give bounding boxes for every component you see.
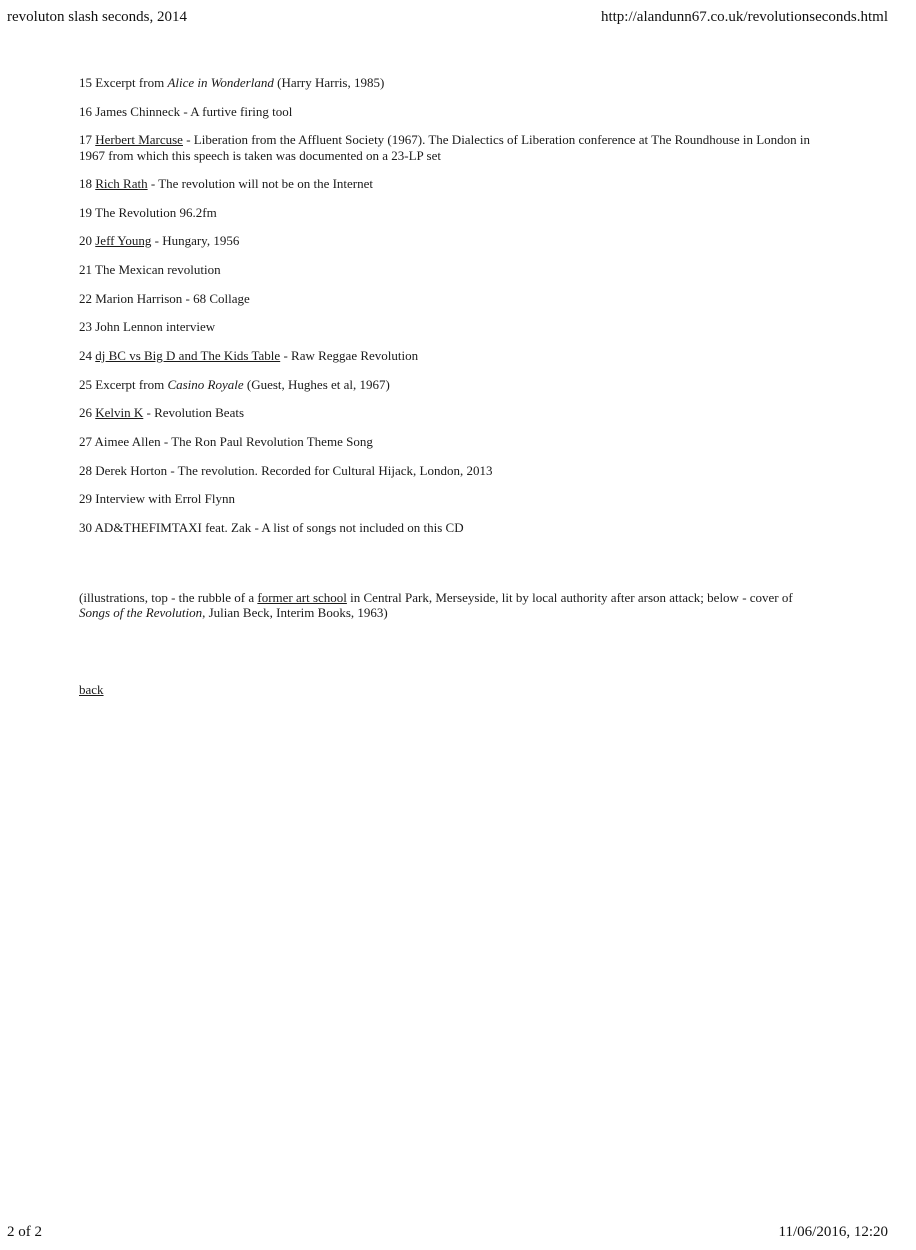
track-text: Excerpt from <box>95 376 168 392</box>
artist-link-dj-bc[interactable]: dj BC vs Big D and The Kids Table <box>95 348 281 363</box>
track-title-italic: Casino Royale <box>167 376 244 392</box>
track-number: 15 <box>79 75 92 90</box>
artist-link-herbert-marcuse[interactable]: Herbert Marcuse <box>95 132 183 148</box>
track-text: Aimee Allen - The Ron Paul Revolution Theme Song <box>94 434 373 450</box>
list-item <box>79 75 821 91</box>
track-text: Interview with Errol Flynn <box>95 491 235 507</box>
track-number: 26 <box>79 405 92 421</box>
track-number: 18 <box>79 175 92 191</box>
track-text: - Hungary, 1956 <box>151 233 240 249</box>
list-item <box>79 348 821 364</box>
track-text: - Revolution Beats <box>143 405 245 421</box>
track-number: 23 <box>79 319 92 335</box>
list-item <box>79 262 821 278</box>
track-number: 24 <box>79 348 92 363</box>
track-text: Marion Harrison - 68 Collage <box>95 290 250 306</box>
track-number: 20 <box>79 233 92 249</box>
caption-text: (illustrations, top - the rubble of a <box>79 589 258 605</box>
track-list-content <box>79 75 821 697</box>
track-text: - The revolution will not be on the Internet <box>147 175 374 191</box>
track-text: The Mexican revolution <box>95 261 221 277</box>
list-item <box>79 463 821 479</box>
track-number: 27 <box>79 434 92 450</box>
list-item <box>79 233 821 249</box>
list-item <box>79 176 821 192</box>
list-item <box>79 205 821 221</box>
list-item <box>79 319 821 335</box>
list-item <box>79 132 821 163</box>
caption-text: in Central Park, Merseyside, lit by local authority after arson attack; below - cover of <box>346 589 793 605</box>
artist-link-kelvin-k[interactable]: Kelvin K <box>95 405 144 421</box>
back-row <box>79 682 821 698</box>
track-text: - Raw Reggae Revolution <box>280 348 419 363</box>
list-item <box>79 434 821 450</box>
track-number: 22 <box>79 290 92 306</box>
former-art-school-link[interactable]: former art school <box>257 589 347 605</box>
track-text: The Revolution 96.2fm <box>95 204 217 220</box>
list-item <box>79 291 821 307</box>
track-number: 29 <box>79 491 92 507</box>
back-link[interactable]: back <box>79 681 104 697</box>
track-number: 17 <box>79 132 92 148</box>
page-count: 2 of 2 <box>7 1224 42 1240</box>
track-number: 19 <box>79 204 92 220</box>
print-header-title: revoluton slash seconds, 2014 <box>7 9 187 25</box>
book-title-italic: Songs of the Revolution <box>79 605 203 621</box>
track-text: - Liberation from the Affluent Society (1967). The Dialectics of Liberation conference at The Roundhouse in London in 1967 from which this speech is taken was documented on a 23-LP set <box>79 132 811 163</box>
track-number: 16 <box>79 103 92 119</box>
list-item <box>79 104 821 120</box>
track-text: (Guest, Hughes et al, 1967) <box>243 376 390 392</box>
print-header-url: http://alandunn67.co.uk/revolutionseconds.html <box>600 9 888 25</box>
illustrations-caption <box>79 590 821 621</box>
artist-link-rich-rath[interactable]: Rich Rath <box>95 175 148 191</box>
print-timestamp: 11/06/2016, 12:20 <box>778 1224 888 1240</box>
list-item <box>79 520 821 536</box>
caption-text: , Julian Beck, Interim Books, 1963) <box>202 605 388 621</box>
list-item <box>79 405 821 421</box>
track-number: 25 <box>79 376 92 392</box>
track-text: James Chinneck - A furtive firing tool <box>95 103 293 119</box>
track-text: Excerpt from <box>95 75 168 90</box>
artist-link-jeff-young[interactable]: Jeff Young <box>95 233 152 249</box>
track-number: 28 <box>79 462 92 478</box>
list-item <box>79 491 821 507</box>
track-text: AD&THEFIMTAXI feat. Zak - A list of songs not included on this CD <box>94 520 464 536</box>
track-title-italic: Alice in Wonderland <box>167 75 274 90</box>
track-text: John Lennon interview <box>95 319 216 335</box>
track-number: 21 <box>79 261 92 277</box>
list-item <box>79 377 821 393</box>
track-text: Derek Horton - The revolution. Recorded for Cultural Hijack, London, 2013 <box>95 462 493 478</box>
track-number: 30 <box>79 520 92 536</box>
track-text: (Harry Harris, 1985) <box>273 75 385 90</box>
